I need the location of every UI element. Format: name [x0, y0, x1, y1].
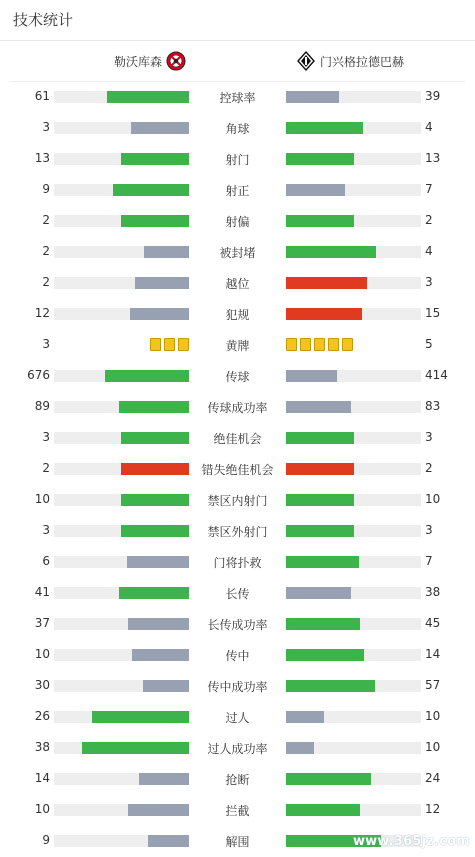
home-value: 89 — [34, 399, 50, 413]
away-bar-track — [286, 153, 421, 165]
home-bar-track — [54, 742, 189, 754]
stat-row — [0, 546, 475, 577]
home-value: 3 — [42, 523, 50, 537]
away-bar-track — [286, 773, 421, 785]
stat-label: 过人成功率 — [207, 742, 268, 756]
home-bar-track — [54, 122, 189, 134]
away-value: 24 — [425, 771, 441, 785]
home-bar-track — [54, 587, 189, 599]
away-value: 7 — [425, 182, 433, 196]
home-value: 10 — [34, 647, 50, 661]
stat-label: 黄牌 — [225, 339, 250, 353]
away-bar-fill — [286, 308, 362, 320]
stat-row — [0, 422, 475, 453]
stat-label: 过人 — [225, 711, 250, 725]
leverkusen-crest-icon — [166, 51, 186, 71]
away-bar-fill — [286, 246, 376, 258]
home-bar-fill — [121, 215, 189, 227]
home-bar-fill — [144, 246, 189, 258]
home-bar-track — [54, 525, 189, 537]
away-bar-fill — [286, 401, 351, 413]
away-value: 38 — [425, 585, 441, 599]
stat-row — [0, 639, 475, 670]
away-bar-fill — [286, 773, 371, 785]
stat-row — [0, 701, 475, 732]
away-bar-fill — [286, 804, 360, 816]
away-bar-track — [286, 463, 421, 475]
home-value: 2 — [42, 213, 50, 227]
stat-label: 传中 — [225, 649, 250, 663]
home-bar-fill — [130, 308, 189, 320]
away-value: 57 — [425, 678, 441, 692]
away-bar-track — [286, 680, 421, 692]
stats-list — [0, 81, 475, 856]
stat-row — [0, 236, 475, 267]
stat-row — [0, 329, 475, 360]
yellow-card-icon — [300, 338, 311, 351]
home-bar-fill — [121, 525, 189, 537]
away-bar-track — [286, 308, 421, 320]
stat-row — [0, 205, 475, 236]
stat-row — [0, 391, 475, 422]
home-bar-track — [54, 246, 189, 258]
away-bar-track — [286, 184, 421, 196]
page-title: 技术统计 — [13, 11, 74, 29]
home-value: 2 — [42, 275, 50, 289]
home-bar-fill — [119, 587, 189, 599]
yellow-card-icon — [150, 338, 161, 351]
home-bar-fill — [107, 91, 189, 103]
home-bar-fill — [121, 494, 189, 506]
away-value: 2 — [425, 461, 433, 475]
stat-row — [0, 484, 475, 515]
away-bar-track — [286, 277, 421, 289]
home-bar-track — [54, 804, 189, 816]
stat-row — [0, 267, 475, 298]
home-bar-fill — [131, 122, 189, 134]
teams-bar — [0, 41, 475, 81]
home-bar-fill — [121, 153, 189, 165]
stat-label: 长传 — [225, 587, 250, 601]
away-bar-fill — [286, 494, 354, 506]
away-value: 3 — [425, 430, 433, 444]
away-value: 4 — [425, 244, 433, 258]
home-value: 3 — [42, 120, 50, 134]
home-bar-fill — [127, 556, 189, 568]
stat-label: 抢断 — [225, 773, 250, 787]
home-value: 12 — [34, 306, 50, 320]
home-bar-fill — [135, 277, 189, 289]
stat-row — [0, 608, 475, 639]
home-value: 6 — [42, 554, 50, 568]
stat-row — [0, 81, 475, 112]
away-value: 13 — [425, 151, 441, 165]
away-bar-track — [286, 711, 421, 723]
home-bar-fill — [121, 463, 189, 475]
stat-label: 门将扑救 — [213, 556, 262, 570]
away-value: 3 — [425, 275, 433, 289]
stat-label: 射正 — [225, 184, 250, 198]
home-bar-track — [54, 91, 189, 103]
stat-label: 禁区内射门 — [207, 494, 268, 508]
away-value: 12 — [425, 802, 441, 816]
yellow-card-icon — [314, 338, 325, 351]
away-bar-track — [286, 804, 421, 816]
away-value: 3 — [425, 523, 433, 537]
away-bar-track — [286, 618, 421, 630]
away-bar-track — [286, 91, 421, 103]
stat-row — [0, 298, 475, 329]
home-value: 61 — [34, 89, 50, 103]
home-bar-track — [54, 432, 189, 444]
home-bar-track — [54, 401, 189, 413]
home-bar-track — [54, 711, 189, 723]
away-bar-fill — [286, 618, 360, 630]
away-bar-fill — [286, 277, 367, 289]
stat-label: 解围 — [225, 835, 250, 849]
away-bar-track — [286, 122, 421, 134]
home-bar-track — [54, 556, 189, 568]
home-bar-fill — [128, 618, 189, 630]
home-bar-fill — [148, 835, 189, 847]
away-value: 4 — [425, 120, 433, 134]
home-bar-track — [54, 649, 189, 661]
home-value: 10 — [34, 492, 50, 506]
page-header — [0, 0, 475, 40]
away-bar-fill — [286, 122, 363, 134]
away-value: 15 — [425, 306, 441, 320]
home-bar-fill — [113, 184, 189, 196]
away-bar-fill — [286, 370, 337, 382]
stat-row — [0, 112, 475, 143]
away-value: 14 — [425, 647, 441, 661]
stat-label: 传球 — [225, 370, 250, 384]
away-value: 5 — [425, 337, 433, 351]
home-bar-fill — [105, 370, 189, 382]
stat-row — [0, 577, 475, 608]
away-bar-fill — [286, 742, 314, 754]
yellow-card-icon — [286, 338, 297, 351]
stat-label: 禁区外射门 — [207, 525, 268, 539]
away-bar-fill — [286, 711, 324, 723]
away-bar-track — [286, 215, 421, 227]
home-value: 37 — [34, 616, 50, 630]
stat-label: 传球成功率 — [207, 401, 268, 415]
stat-label: 错失绝佳机会 — [201, 463, 274, 477]
away-bar-fill — [286, 587, 351, 599]
yellow-card-icon — [342, 338, 353, 351]
stat-label: 射门 — [225, 153, 250, 167]
home-bar-fill — [119, 401, 189, 413]
home-value: 9 — [42, 833, 50, 847]
home-value: 14 — [34, 771, 50, 785]
stat-row — [0, 794, 475, 825]
stat-row — [0, 174, 475, 205]
yellow-card-icon — [178, 338, 189, 351]
home-bar-track — [54, 184, 189, 196]
watermark: www.365jz.com — [352, 834, 470, 849]
home-bar-track — [54, 463, 189, 475]
away-bar-track — [286, 401, 421, 413]
home-value: 3 — [42, 337, 50, 351]
stat-label: 射偏 — [225, 215, 250, 229]
home-bar-fill — [121, 432, 189, 444]
home-value: 26 — [34, 709, 50, 723]
away-bar-track — [286, 432, 421, 444]
away-bar-track — [286, 246, 421, 258]
home-bar-track — [54, 680, 189, 692]
away-bar-track — [286, 494, 421, 506]
stat-label: 犯规 — [225, 308, 250, 322]
away-bar-track — [286, 370, 421, 382]
away-bar-fill — [286, 463, 354, 475]
home-value: 676 — [27, 368, 50, 382]
stat-label: 长传成功率 — [207, 618, 268, 632]
stat-row — [0, 143, 475, 174]
home-bar-fill — [128, 804, 189, 816]
home-yellow-cards — [150, 338, 189, 351]
stat-label: 绝佳机会 — [213, 432, 262, 446]
gladbach-crest-icon — [296, 51, 316, 71]
away-yellow-cards — [286, 338, 353, 351]
home-bar-track — [54, 153, 189, 165]
home-bar-fill — [139, 773, 189, 785]
away-value: 7 — [425, 554, 433, 568]
home-bar-fill — [132, 649, 189, 661]
away-bar-fill — [286, 215, 354, 227]
stat-row — [0, 732, 475, 763]
stat-row — [0, 453, 475, 484]
yellow-card-icon — [164, 338, 175, 351]
stat-label: 角球 — [225, 122, 250, 136]
away-value: 83 — [425, 399, 441, 413]
home-value: 13 — [34, 151, 50, 165]
away-bar-fill — [286, 525, 354, 537]
stat-label: 控球率 — [219, 91, 256, 105]
away-value: 10 — [425, 709, 441, 723]
home-team-name: 勒沃库森 — [113, 54, 162, 69]
away-bar-track — [286, 525, 421, 537]
away-bar-track — [286, 556, 421, 568]
home-bar-fill — [92, 711, 189, 723]
stat-row — [0, 360, 475, 391]
away-value: 10 — [425, 740, 441, 754]
stat-label: 传中成功率 — [207, 680, 268, 694]
home-bar-track — [54, 494, 189, 506]
home-value: 38 — [34, 740, 50, 754]
yellow-card-icon — [328, 338, 339, 351]
stat-row — [0, 670, 475, 701]
home-bar-track — [54, 370, 189, 382]
stat-label: 被封堵 — [219, 246, 256, 260]
home-value: 2 — [42, 461, 50, 475]
away-bar-fill — [286, 556, 359, 568]
home-value: 2 — [42, 244, 50, 258]
away-team-name: 门兴格拉德巴赫 — [320, 54, 405, 69]
home-bar-fill — [143, 680, 189, 692]
home-bar-track — [54, 277, 189, 289]
home-bar-track — [54, 308, 189, 320]
away-bar-fill — [286, 680, 375, 692]
away-value: 10 — [425, 492, 441, 506]
away-bar-fill — [286, 432, 354, 444]
away-bar-track — [286, 587, 421, 599]
home-value: 41 — [34, 585, 50, 599]
away-value: 39 — [425, 89, 441, 103]
home-value: 10 — [34, 802, 50, 816]
home-value: 30 — [34, 678, 50, 692]
away-value: 45 — [425, 616, 441, 630]
away-team[interactable] — [292, 51, 404, 71]
home-team[interactable] — [114, 51, 190, 71]
home-value: 3 — [42, 430, 50, 444]
home-value: 9 — [42, 182, 50, 196]
home-bar-track — [54, 215, 189, 227]
home-bar-track — [54, 618, 189, 630]
away-bar-fill — [286, 153, 354, 165]
away-value: 2 — [425, 213, 433, 227]
stat-label: 越位 — [225, 277, 250, 291]
away-bar-fill — [286, 91, 339, 103]
stat-label: 拦截 — [225, 804, 250, 818]
stat-row — [0, 515, 475, 546]
stat-row — [0, 763, 475, 794]
home-bar-track — [54, 835, 189, 847]
home-bar-track — [54, 773, 189, 785]
away-value: 414 — [425, 368, 448, 382]
away-bar-track — [286, 649, 421, 661]
away-bar-fill — [286, 649, 364, 661]
away-bar-track — [286, 742, 421, 754]
away-bar-fill — [286, 184, 345, 196]
home-bar-fill — [82, 742, 189, 754]
